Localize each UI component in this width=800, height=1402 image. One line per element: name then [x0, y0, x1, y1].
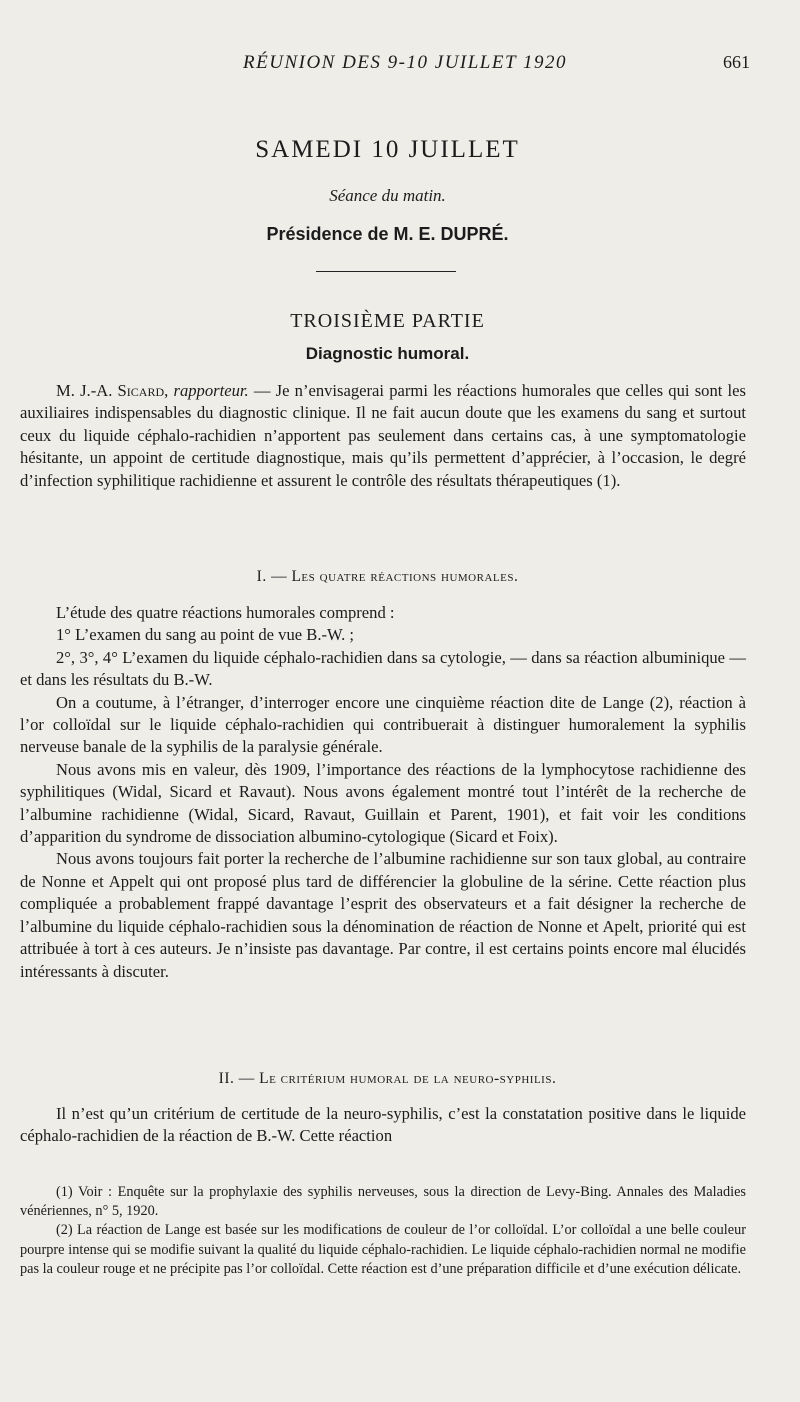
part-title: TROISIÈME PARTIE — [290, 310, 485, 332]
intro-text: — Je n’envisagerai parmi les réactions humorales que celles qui sont les auxiliaires indispensables du diagnostic clinique. Il ne fait aucun doute que les examens du sang et surtout ceux du liquide céphalo-rachidien n’apportent pas seulement dans certains cas, à une symptomatologie hésitante, un appoint de certitude diagnostique, mais qu’ils permettent d’apprécier, à l’occasion, le degré d’infection syphilitique rachidienne et assurent le contrôle des résultats thérapeutiques (1). — [20, 381, 746, 490]
session-subtitle: Séance du matin. — [329, 186, 446, 205]
section-heading-1: I. — Les quatre réactions humorales. — [256, 568, 519, 585]
running-title: RÉUNION DES 9-10 JUILLET 1920 — [243, 52, 567, 73]
page-number: 661 — [723, 52, 750, 72]
footnote: (1) Voir : Enquête sur la prophylaxie des syphilis nerveuses, sous la direction de Levy-Bing. Annales des Maladies vénériennes, n° 5, 1920. — [20, 1184, 746, 1220]
section-heading-2: II. — Le critérium humoral de la neuro-syphilis. — [218, 1070, 557, 1087]
paragraph: 1° L’examen du sang au point de vue B.-W. ; — [56, 625, 355, 645]
running-header — [60, 52, 750, 76]
presidence-line: Présidence de M. E. DUPRÉ. — [266, 224, 509, 244]
speaker-role: rapporteur. — [173, 381, 249, 400]
paragraph: On a coutume, à l’étranger, d’interroger encore une cinquième réaction dite de Lange (2), réaction à l’or colloïdal sur le liquide céphalo-rachidien qui contribuerait à distinguer humoralement la syphilis nerveuse banale de la syphilis de la paralysie générale. — [20, 692, 746, 757]
speaker-name: M. J.-A. Sicard, — [56, 381, 169, 400]
section-divider — [316, 271, 456, 272]
section-2-body — [20, 1103, 746, 1148]
part-subtitle: Diagnostic humoral. — [305, 344, 470, 363]
paragraph: Nous avons toujours fait porter la recherche de l’albumine rachidienne sur son taux global, au contraire de Nonne et Appelt qui ont proposé plus tard de différencier la globuline de la sérine. Cette réaction plus compliquée a probablement frappé davantage l’esprit des observateurs et a fait désigner la recherche de l’albumine du liquide céphalo-rachidien sous la dénomination de réaction de Nonne et Apelt, priorité qui est attribuée à tort à ces auteurs. Je n’insiste pas davantage. Par contre, il est certains points encore mal élucidés intéressants à discuter. — [20, 849, 746, 981]
paragraph: 2°, 3°, 4° L’examen du liquide céphalo-rachidien dans sa cytologie, — dans sa réaction albuminique — et dans les résultats du B.-W. — [20, 647, 746, 690]
footnote: (2) La réaction de Lange est basée sur les modifications de couleur de l’or colloïdal. L’or colloïdal a une belle couleur pourpre intense qui se modifie suivant la qualité du liquide céphalo-rachidien. Le liquide céphalo-rachidien normal ne modifie pas la couleur rouge et ne précipite pas l’or colloïdal. Cette réaction est d’une préparation difficile et d’une exécution délicate. — [20, 1222, 746, 1277]
intro-paragraph — [20, 380, 746, 492]
paragraph: Nous avons mis en valeur, dès 1909, l’importance des réactions de la lymphocytose rachidienne des syphilitiques (Widal, Sicard et Ravaut). Nous avons également montré tout l’intérêt de la recherche de l’albumine rachidienne (Widal, Sicard, Ravaut, Guillain et Parent, 1901), et fait voir les conditions d’apparition du syndrome de dissociation albumino-cytologique (Sicard et Foix). — [20, 759, 746, 847]
footnotes — [20, 1183, 746, 1279]
day-title: SAMEDI 10 JUILLET — [255, 136, 520, 163]
section-1-body — [20, 602, 746, 983]
paragraph: Il n’est qu’un critérium de certitude de la neuro-syphilis, c’est la constatation positive dans le liquide céphalo-rachidien de la réaction de B.-W. Cette réaction — [20, 1104, 746, 1146]
paragraph: L’étude des quatre réactions humorales comprend : — [56, 603, 395, 622]
